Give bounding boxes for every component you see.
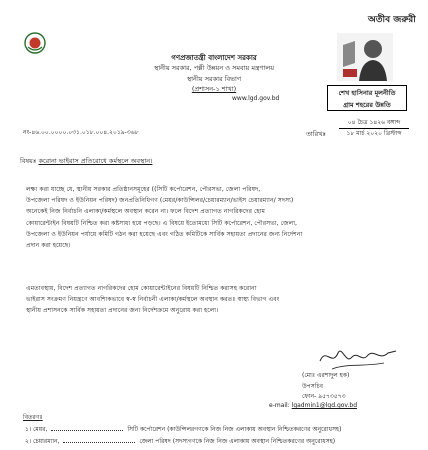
- distribution-role: মেয়র,: [32, 426, 48, 433]
- subject-text: করোনা ভাইরাস প্রতিরোধে কর্মস্থলে অবস্থান।: [38, 157, 153, 165]
- distribution-number: ১।: [25, 426, 32, 433]
- header-government: গণপ্রজাতন্ত্রী বাংলাদেশ সরকার: [171, 54, 257, 62]
- email-link[interactable]: lgadmin1@lgd.gov.bd: [291, 402, 358, 409]
- date-label: তারিখঃ: [306, 130, 326, 138]
- header-division: স্থানীয় সরকার বিভাগ: [186, 75, 242, 83]
- paragraph-1-line: লক্ষ্য করা যাচ্ছে যে, স্থানীয় সরকার প্রতিষ্ঠানসমূহের ((সিটি কর্পোরেশন, পৌরসভা, জেলা পরিষদ,: [26, 186, 261, 193]
- memo-number: নং-৪৬.০০.০০০০.০৩১.০১৮.০০৪.২০১৯-৩৬৮: [23, 129, 139, 136]
- header-section: (প্রশাসন-১ শাখা): [191, 85, 237, 93]
- distribution-number: ২।: [25, 438, 32, 445]
- paragraph-1-line: উপজেলা পরিষদ ও ইউনিয়ন পরিষদ) জনপ্রতিনিধিগণ (মেয়র/কাউন্সিলর/চেয়ারম্যান/ভাইস চেয়ারম্যান/ সদস্য): [26, 197, 294, 205]
- paragraph-2: [26, 283, 279, 317]
- signatory-title: উপসচিব: [302, 382, 324, 390]
- distribution-role: চেয়ারম্যান,: [32, 438, 60, 445]
- signatory-phone: ফোন- ৯৫৭৩৫৭৩: [302, 393, 346, 400]
- distribution-item: [25, 424, 341, 435]
- subject-line: [20, 156, 152, 167]
- fill-in-blank: [51, 426, 123, 431]
- paragraph-1-line: অনেকেই নিজ নির্বাচনি এলাকা/কর্মস্থলে অবস্থান করেন না। ফলে বিদেশ প্রত্যাগত নাগরিকদের হোম: [26, 208, 265, 216]
- distribution-item: [25, 436, 335, 447]
- header-ministry: স্থানীয় সরকার, পল্লী উন্নয়ন ও সমবায় মন্ত্রণালয়: [153, 64, 275, 72]
- banner-line-1: শেখ হাসিনার মূলনীতি: [338, 89, 396, 97]
- banner: [327, 33, 409, 113]
- signatory-email: [269, 402, 357, 409]
- distribution-text: সিটি কর্পোরেশন (কাউন্সিলরগণকে নিজ নিজ এলাকায় অবস্থান নিশ্চিতকরণের অনুরোধসহ): [127, 426, 342, 433]
- paragraph-2-line: এমতাবস্থায়, বিদেশ প্রত্যাগত নাগরিকদের হোম কোয়ারেন্টাইনের বিষয়টি নিশ্চিত করাসহ করোনা: [26, 285, 257, 292]
- paragraph-1: [26, 184, 302, 251]
- signature-block: [302, 371, 349, 403]
- fill-in-blank: [63, 438, 135, 443]
- paragraph-2-line: ভাইরাস সংক্রমণ নিয়ন্ত্রণে আবশ্যিকভাবে স্ব-স্ব নির্বাচনী এলাকা/কর্মস্থলে অবস্থান করতঃ স্বাস্থ্য বিভাগ এবং: [26, 296, 280, 304]
- date-bangla: ০৪ চৈত্র ১৪২৬ বঙ্গাব্দ: [347, 119, 401, 126]
- paragraph-1-line: উপজেলা ও ইউনিয়ন পর্যায়ে কমিটি গঠন করা হয়েছে এবং গঠিত কমিটিকে সার্বিক সহায়তা প্রদানের জন্য নির্দেশনা: [26, 230, 303, 238]
- distribution-text: জেলা পরিষদ (সদস্যগণকে নিজ নিজ এলাকায় অবস্থান নিশ্চিতকরণের অনুরোধসহ): [139, 438, 336, 445]
- distribution-title: বিতরণঃ: [23, 414, 43, 421]
- paragraph-1-line: প্রদান করা হয়েছে।: [26, 242, 71, 250]
- urgency-label: অতীব জরুরী: [368, 15, 416, 25]
- paragraph-1-line: কোয়ারেন্টাইন বিষয়টি নিশ্চিত করা কষ্টসাধ্য হয়ে পড়ছে। এ বিষয়ে ইতোমধ্যে সিটি কর্পোরেশন, পৌরসভা, জেলা,: [26, 219, 298, 227]
- header-website[interactable]: www.lgd.gov.bd: [232, 95, 280, 102]
- government-emblem-icon: [24, 32, 46, 54]
- subject-label: বিষয়ঃ: [20, 157, 37, 165]
- banner-slogan-box: [327, 85, 407, 111]
- handwritten-signature: [318, 343, 398, 373]
- date-box: [339, 118, 409, 139]
- portrait-image-icon: [337, 33, 393, 81]
- paragraph-2-line: স্থানীয় প্রশাসনকে সার্বিক সহায়তা প্রদানের জন্য নির্দেশক্রমে অনুরোধ করা হলো।: [26, 307, 219, 315]
- signatory-name: (মোঃ এরশাদুল হক): [302, 372, 350, 379]
- email-label: e-mail:: [269, 402, 290, 409]
- date-gregorian: ১৮ মার্চ ২০২০ খ্রিস্টাব্দ: [346, 130, 402, 137]
- banner-line-2: গ্রাম শহরের উন্নতি: [343, 101, 391, 109]
